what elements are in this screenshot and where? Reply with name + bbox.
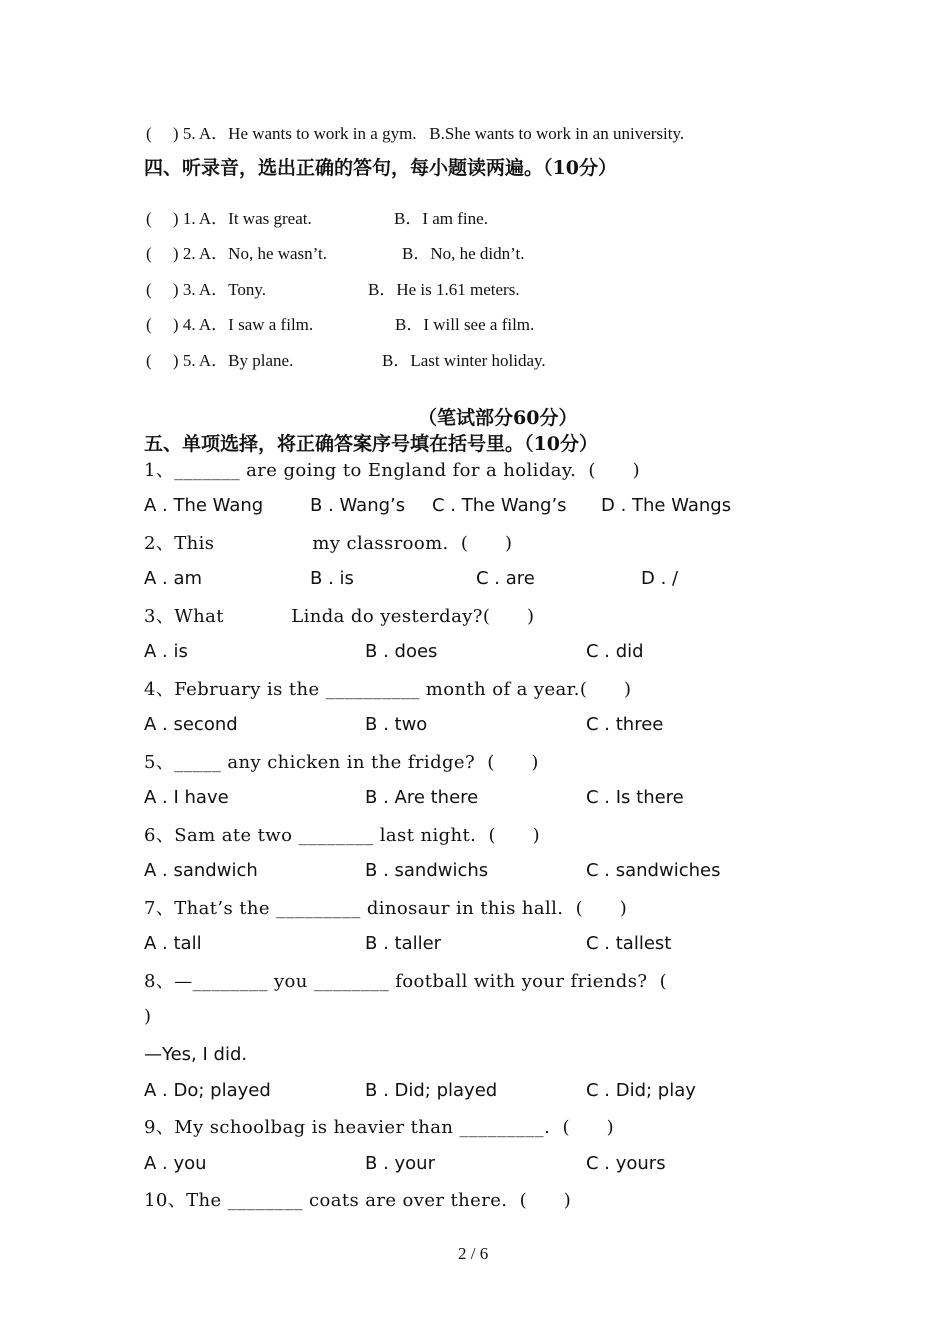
- s4-item-1-b: B．I am fine.: [394, 209, 488, 228]
- q8-option-c: C . Did; play: [586, 1080, 696, 1101]
- question-9: 9、My schoolbag is heavier than _________. ( ): [144, 1117, 615, 1138]
- q3-option-a: A . is: [144, 641, 188, 662]
- q6-option-c: C . sandwiches: [586, 860, 721, 881]
- q8-answer: —Yes, I did.: [144, 1044, 248, 1065]
- top-item-5: ( ) 5. A．He wants to work in a gym. B.She wants to work in an university.: [146, 124, 685, 143]
- page-number: 2 / 6: [458, 1244, 489, 1263]
- q9-option-c: C . yours: [586, 1153, 666, 1174]
- section4-heading: 四、听录音，选出正确的答句，每小题读两遍。（10分）: [144, 157, 617, 179]
- s4-item-5-b: B．Last winter holiday.: [382, 351, 546, 370]
- q1-option-b: B . Wang’s: [310, 495, 406, 516]
- question-6: 6、Sam ate two ________ last night. ( ): [144, 825, 541, 846]
- question-3: 3、What Linda do yesterday?( ): [144, 606, 535, 627]
- q8-option-a: A . Do; played: [144, 1080, 271, 1101]
- q8-option-b: B . Did; played: [365, 1080, 498, 1101]
- question-7: 7、That’s the _________ dinosaur in this hall. ( ): [144, 898, 628, 919]
- s4-item-2: ( ) 2. A．No, he wasn’t.: [146, 244, 327, 263]
- q2-option-a: A . am: [144, 568, 203, 589]
- q7-option-a: A . tall: [144, 933, 202, 954]
- q9-option-a: A . you: [144, 1153, 207, 1174]
- question-8-close-paren: ): [144, 1006, 152, 1027]
- q2-option-d: D . /: [641, 568, 679, 589]
- q2-option-b: B . is: [310, 568, 354, 589]
- s4-item-3: ( ) 3. A．Tony.: [146, 280, 267, 299]
- q2-option-c: C . are: [476, 568, 535, 589]
- question-1: 1、_______ are going to England for a holiday. ( ): [144, 460, 641, 481]
- s4-item-3-b: B．He is 1.61 meters.: [368, 280, 520, 299]
- question-5: 5、_____ any chicken in the fridge? ( ): [144, 752, 539, 773]
- s4-item-1: ( ) 1. A．It was great.: [146, 209, 312, 228]
- q1-option-a: A . The Wang: [144, 495, 264, 516]
- question-10: 10、The ________ coats are over there. ( ): [144, 1190, 572, 1211]
- q5-option-b: B . Are there: [365, 787, 479, 808]
- q5-option-c: C . Is there: [586, 787, 684, 808]
- q6-option-a: A . sandwich: [144, 860, 258, 881]
- question-4: 4、February is the __________ month of a year.( ): [144, 679, 632, 700]
- q1-option-c: C . The Wang’s: [432, 495, 567, 516]
- s4-item-4-b: B．I will see a film.: [395, 315, 535, 334]
- q7-option-c: C . tallest: [586, 933, 672, 954]
- question-8: 8、—________ you ________ football with your friends? (: [144, 971, 668, 992]
- s4-item-5: ( ) 5. A．By plane.: [146, 351, 294, 370]
- written-part-title: （笔试部分60分）: [418, 407, 578, 429]
- q4-option-a: A . second: [144, 714, 238, 735]
- q5-option-a: A . I have: [144, 787, 229, 808]
- q4-option-c: C . three: [586, 714, 664, 735]
- q9-option-b: B . your: [365, 1153, 435, 1174]
- s4-item-2-b: B．No, he didn’t.: [402, 244, 525, 263]
- q4-option-b: B . two: [365, 714, 428, 735]
- q7-option-b: B . taller: [365, 933, 442, 954]
- q3-option-c: C . did: [586, 641, 644, 662]
- section5-heading: 五、单项选择，将正确答案序号填在括号里。（10分）: [144, 433, 598, 455]
- q6-option-b: B . sandwichs: [365, 860, 489, 881]
- question-2: 2、This my classroom. ( ): [144, 533, 513, 554]
- q3-option-b: B . does: [365, 641, 438, 662]
- q1-option-d: D . The Wangs: [601, 495, 732, 516]
- s4-item-4: ( ) 4. A．I saw a film.: [146, 315, 314, 334]
